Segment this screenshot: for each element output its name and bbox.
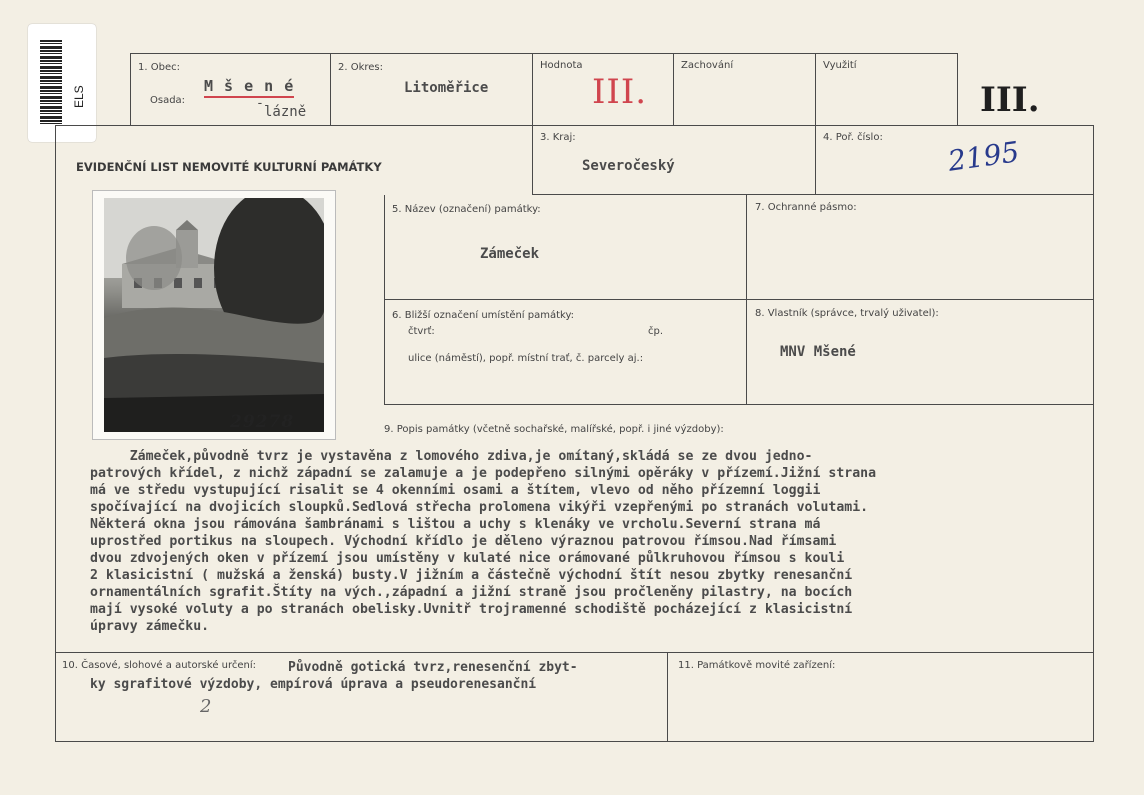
rule — [957, 53, 958, 125]
kraj-label: 3. Kraj: — [540, 132, 576, 143]
rule — [746, 195, 747, 405]
popis-line: má ve středu vystupující risalit se 4 okenními osami a štítem, vlevo od něho přízemní loggii — [90, 483, 821, 498]
rule — [384, 195, 385, 405]
building-photo — [104, 198, 324, 432]
rule — [55, 125, 56, 742]
osada-dash: - — [256, 96, 264, 111]
popis-line: patrových křídel, z nichž západní se zalamuje a je podepřeno silnými opěráky v přízemí.Jižní strana — [90, 466, 877, 481]
rule — [384, 404, 1094, 405]
rule — [673, 53, 674, 125]
popis-text — [90, 448, 1080, 635]
ulice-label: ulice (náměstí), popř. místní trať, č. parcely aj.: — [408, 353, 644, 364]
rule — [532, 194, 1094, 195]
hodnota-value: III. — [592, 72, 648, 112]
casove-label: 10. Časové, slohové a autorské určení: — [62, 660, 257, 671]
red-underline — [204, 96, 294, 98]
zachovani-label: Zachování — [681, 60, 734, 71]
building-illustration-icon — [104, 198, 324, 432]
osada-value: lázně — [264, 104, 307, 120]
blizsi-label: 6. Bližší označení umístění památky: — [392, 310, 575, 321]
nazev-value: Zámeček — [480, 246, 540, 262]
vyuziti-label: Využití — [823, 60, 857, 71]
okres-value: Litoměřice — [404, 80, 489, 96]
osada-label: Osada: — [150, 95, 186, 106]
obec-value: M š e n é — [204, 77, 295, 95]
popis-line: 2 klasicistní ( mužská a ženská) busty.V jižním a částečně východní štít nesou zbytky renesanční — [90, 568, 853, 583]
barcode-text: ELS — [72, 85, 86, 108]
hodnota-label: Hodnota — [540, 60, 583, 71]
rule — [532, 53, 533, 195]
rule — [55, 652, 1094, 653]
casove-line2: ky sgrafitové výzdoby, empírová úprava a pseudorenesanční — [90, 677, 537, 692]
pasmo-label: 7. Ochranné pásmo: — [755, 202, 857, 213]
rule — [1093, 125, 1094, 742]
rule — [130, 53, 958, 54]
ctvrt-label: čtvrť: — [408, 326, 435, 337]
popis-line: dvou zdvojených oken v přízemí jsou umístěny v kulaté nice orámované půlkruhovou římsou s kouli — [90, 551, 845, 566]
por-cislo-value: 2195 — [946, 135, 1022, 178]
popis-line: ornamentálních sgrafit.Štíty na vých.,západní a jižní straně jsou pročleněny pilastry, na bocích — [90, 585, 853, 600]
popis-label: 9. Popis památky (včetně sochařské, malířské, popř. i jiné výzdoby): — [384, 424, 724, 435]
obec-label: 1. Obec: — [138, 62, 180, 73]
barcode-icon — [40, 40, 62, 126]
okres-label: 2. Okres: — [338, 62, 384, 73]
cp-label: čp. — [648, 326, 664, 337]
nazev-label: 5. Název (označení) památky: — [392, 204, 541, 215]
movite-label: 11. Památkově movité zařízení: — [678, 660, 836, 671]
rule — [130, 53, 131, 125]
popis-line: uprostřed portikus na sloupech. Východní křídlo je děleno výraznou patrovou římsou.Nad římsami — [90, 534, 837, 549]
vlastnik-value: MNV Mšené — [780, 344, 856, 360]
form-title: EVIDENČNÍ LIST NEMOVITÉ KULTURNÍ PAMÁTKY — [76, 160, 382, 174]
rule — [384, 299, 1094, 300]
vlastnik-label: 8. Vlastník (správce, trvalý uživatel): — [755, 308, 939, 319]
corner-mark: III. — [980, 80, 1040, 120]
popis-line: úpravy zámečku. — [90, 619, 210, 634]
popis-line: mají vysoké voluty a po stranách obelisky.Uvnitř trojramenné schodiště pocházející z klasicistní — [90, 602, 853, 617]
rule — [815, 53, 816, 195]
rule — [55, 741, 1094, 742]
kraj-value: Severočeský — [582, 158, 675, 174]
popis-line: spočívající na dvojicích sloupků.Sedlová střecha prolomena vikýři vzepřenými po stranách volutami. — [90, 500, 869, 515]
photo-number: 29278 — [230, 412, 295, 432]
casove-line1: Původně gotická tvrz,renesenční zbyt- — [288, 660, 578, 675]
rule — [55, 125, 1094, 126]
popis-line: Některá okna jsou rámována šambránami s lištou a uchy s klenáky ve vrcholu.Severní strana má — [90, 517, 821, 532]
pencil-mark: 2 — [200, 696, 212, 717]
rule — [667, 652, 668, 742]
rule — [330, 53, 331, 125]
por-cislo-label: 4. Poř. číslo: — [823, 132, 883, 143]
popis-line: Zámeček,původně tvrz je vystavěna z lomového zdiva,je omítaný,skládá se ze dvou jedno- — [90, 449, 813, 464]
